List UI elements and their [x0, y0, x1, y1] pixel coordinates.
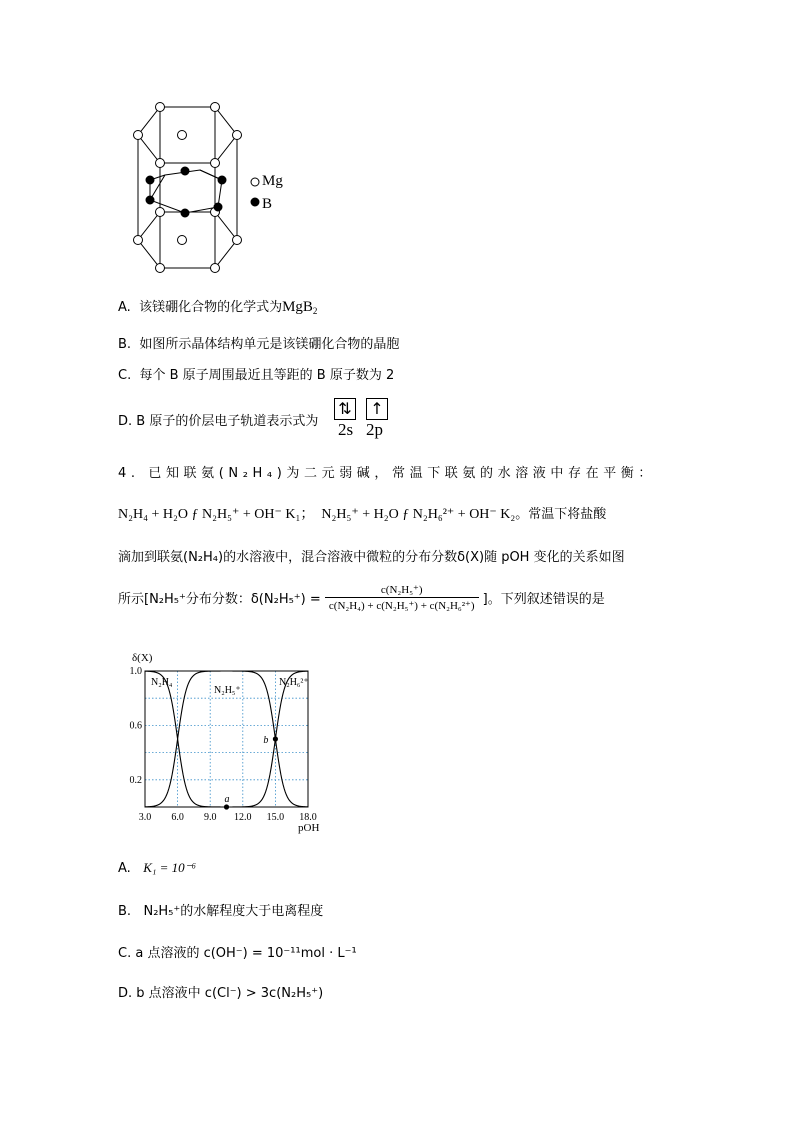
y-tick-label: 1.0 [129, 666, 142, 677]
legend-b-label: B [262, 196, 273, 212]
x-tick-label: 9.0 [203, 812, 217, 823]
q4-equations: N₂H₄ + H₂O ƒ N₂H₅⁺ + OH⁻ K₁； N₂H₅⁺ + H₂O ƒ N₂H₆²⁺ + OH⁻ K₂。常温下将盐酸 [118, 507, 607, 522]
q3-option-d: D. B 原子的价层电子轨道表示式为 [118, 414, 319, 429]
q3-option-b: B. 如图所示晶体结构单元是该镁硼化合物的晶胞 [118, 337, 400, 352]
orbital-2s-box: ⇅ [334, 398, 356, 420]
distribution-fraction: $\frac{\text{c(N₂H₅⁺)}}{\text{c(N₂H₄) + c(N₂H₅⁺) + c(N₂H₆²⁺)}}$ [325, 583, 479, 612]
y-tick-label: 0.2 [129, 774, 142, 786]
orbital-2p-label: 2p [366, 420, 383, 439]
point-label-a: a [224, 794, 230, 805]
orbital-2s-label: 2s [338, 420, 354, 439]
series-label: N₂H₅⁺ [214, 685, 241, 696]
equation-2: N₂H₅⁺ + H₂O ƒ N₂H₆²⁺ + OH⁻ K₂ [321, 507, 516, 522]
x-tick-label: 18.0 [299, 812, 317, 823]
chart-ylabel: δ(X) [132, 652, 153, 664]
orbital-2p-box: ↑ [366, 398, 388, 420]
q4-option-d: D. b 点溶液中 c(Cl⁻) > 3c(N₂H₅⁺) [118, 986, 324, 1001]
x-tick-label: 15.0 [266, 812, 285, 823]
q4-option-a: A. K₁ = 10⁻⁶ [118, 860, 197, 876]
series-label: N₂H₄ [151, 677, 173, 688]
q4-line4: 所示[N₂H₅⁺分布分数：δ(N₂H₅⁺) = $\frac{\text{c(N₂H₅⁺)}}{\text{c(N₂H₄) + c(N₂H₅⁺) + c(N₂H₆²⁺)}}$ ]。下列叙述错误的是 [118, 584, 605, 612]
equation-1: N₂H₄ + H₂O ƒ N₂H₅⁺ + OH⁻ K₁； [118, 507, 315, 522]
series-label: N₂H₆²⁺ [279, 677, 309, 688]
x-tick-label: 6.0 [171, 812, 184, 823]
distribution-chart [118, 645, 338, 840]
chart-xlabel: pOH [298, 822, 320, 834]
x-tick-label: 3.0 [138, 812, 152, 823]
y-tick-label: 0.6 [129, 720, 142, 732]
point-label-b: b [263, 735, 269, 746]
q4-intro: 4. 已知联氨(N₂H₄)为二元弱碱，常温下联氨的水溶液中存在平衡： [118, 466, 657, 481]
legend-mg-label: Mg [262, 173, 283, 189]
q3-option-c: C. 每个 B 原子周围最近且等距的 B 原子数为 2 [118, 368, 395, 383]
point-b [273, 736, 278, 741]
q4-option-c: C. a 点溶液的 c(OH⁻) = 10⁻¹¹mol · L⁻¹ [118, 946, 357, 961]
q4-option-b: B. N₂H₅⁺的水解程度大于电离程度 [118, 904, 324, 919]
q4-line3: 滴加到联氨(N₂H₄)的水溶液中，混合溶液中微粒的分布分数δ(X)随 pOH 变化的关系如图 [118, 550, 625, 565]
x-tick-label: 12.0 [234, 812, 252, 823]
point-a [224, 804, 229, 809]
q3-option-a: A. 该镁硼化合物的化学式为MgB$_2$ [118, 299, 318, 316]
